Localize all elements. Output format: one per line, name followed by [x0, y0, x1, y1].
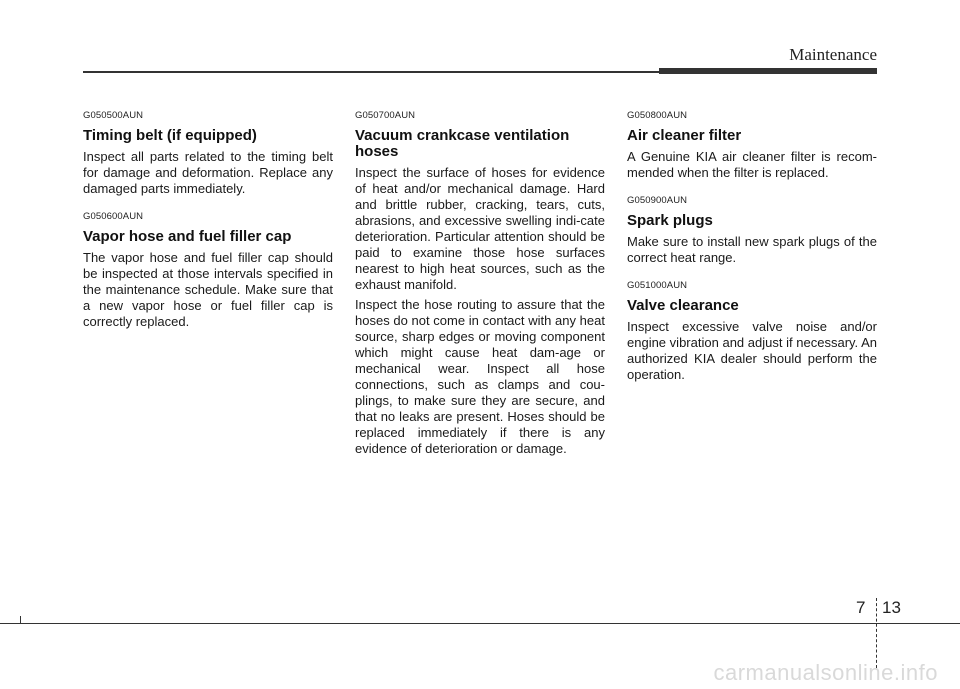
- header-rule: [83, 71, 663, 73]
- section-heading: Vapor hose and fuel filler cap: [83, 228, 292, 245]
- section-valve-clearance: [627, 280, 877, 383]
- footer-tick: [20, 616, 21, 624]
- section-code: G050900AUN: [627, 195, 688, 206]
- footer-rule: [0, 623, 960, 624]
- section-code: G051000AUN: [627, 280, 688, 291]
- column-1: [83, 110, 333, 344]
- section-heading: Air cleaner filter: [627, 127, 742, 144]
- section-code: G050800AUN: [627, 110, 688, 121]
- page-number-divider: [876, 598, 877, 668]
- section-code: G050500AUN: [83, 110, 144, 121]
- section-spark-plugs: [627, 195, 877, 266]
- column-2: [355, 110, 605, 471]
- section-paragraph: Inspect the hose routing to assure that the hoses do not come in contact with any heat source, sharp edges or moving component which might cause heat dam-age or mechanical wear. Inspect all hose connections, such as clamps and cou-plings, to make sure they are secure, and that no leaks are present. Hoses should be replaced immediately if there is any evidence of deterioration or damage.: [355, 297, 605, 456]
- section-heading: Spark plugs: [627, 212, 713, 229]
- section-paragraph: Inspect the surface of hoses for evidence of heat and/or mechanical damage. Hard and brittle rubber, cracking, tears, cuts, abrasions, and excessive swelling indi-cate deterioration. Particular attention should be paid to examine those hose surfaces nearest to high heat sources, such as the exhaust manifold.: [355, 165, 605, 292]
- section-title: Maintenance: [789, 45, 877, 64]
- section-paragraph: Inspect excessive valve noise and/or engine vibration and adjust if necessary. An authorized KIA dealer should perform the operation.: [627, 319, 877, 382]
- watermark: carmanualsonline.info: [713, 660, 938, 685]
- section-air-cleaner: [627, 110, 877, 181]
- section-timing-belt: [83, 110, 333, 197]
- column-3: [627, 110, 877, 397]
- section-heading: Timing belt (if equipped): [83, 127, 257, 144]
- section-vapor-hose: [83, 211, 333, 330]
- section-heading: Vacuum crankcase ventilation hoses: [355, 127, 570, 160]
- section-paragraph: A Genuine KIA air cleaner filter is recom-mended when the filter is replaced.: [627, 149, 877, 180]
- section-code: G050600AUN: [83, 211, 144, 222]
- section-crankcase-hoses: [355, 110, 605, 457]
- chapter-number: 7: [856, 598, 866, 617]
- section-paragraph: The vapor hose and fuel filler cap should be inspected at those intervals specified in the maintenance schedule. Make sure that a new vapor hose or fuel filler cap is correctly replaced.: [83, 250, 333, 329]
- section-heading: Valve clearance: [627, 297, 739, 314]
- section-code: G050700AUN: [355, 110, 416, 121]
- section-paragraph: Inspect all parts related to the timing belt for damage and deformation. Replace any damaged parts immediately.: [83, 149, 333, 196]
- header-rule-accent: [659, 68, 877, 74]
- page-number: 13: [882, 598, 901, 617]
- section-paragraph: Make sure to install new spark plugs of the correct heat range.: [627, 234, 877, 265]
